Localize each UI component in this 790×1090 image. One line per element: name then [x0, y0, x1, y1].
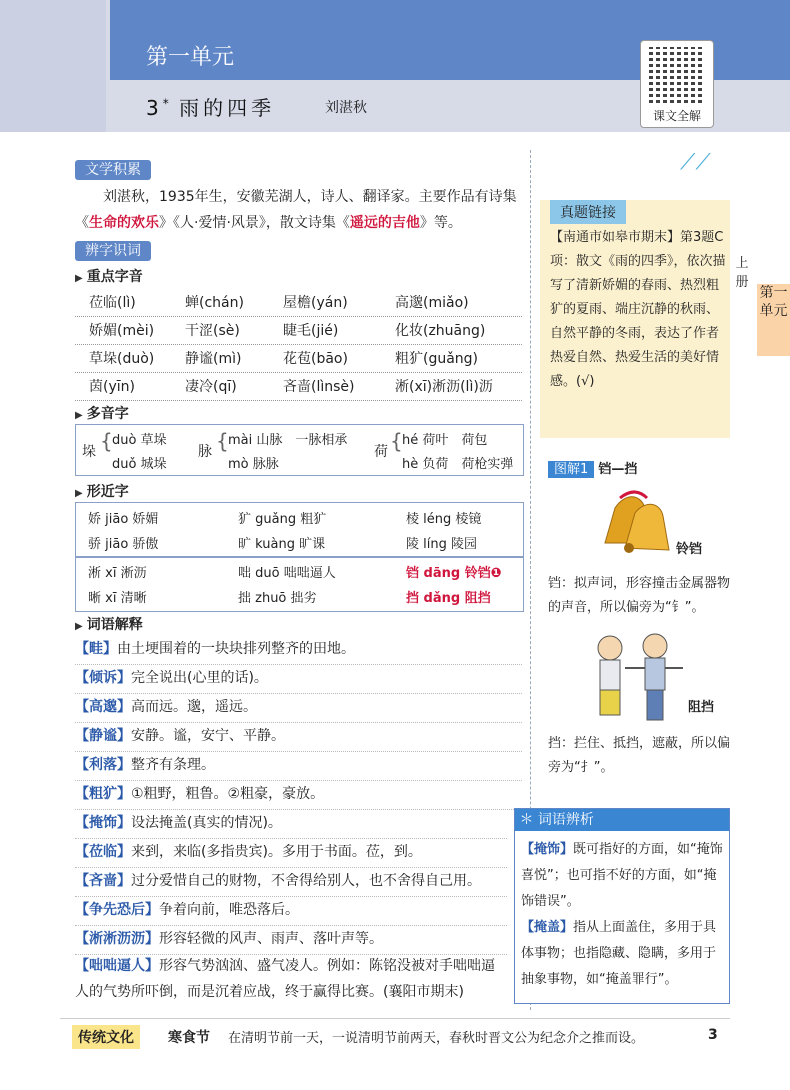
bell-icon: [585, 488, 680, 568]
lesson-title: 雨的四季: [179, 96, 276, 120]
table-row: 草垛(duò) 静谧(mì) 花苞(bāo) 粗犷(guǎng): [75, 344, 522, 373]
qr-code-card[interactable]: [640, 40, 714, 128]
tujie-heading: [548, 458, 637, 482]
zhongdian-title: ▶ 重点字音: [75, 266, 143, 286]
bianxi-title: ＊ 词语辨析: [515, 809, 729, 831]
page-number: 3: [708, 1027, 718, 1043]
list-item: 【高邈】高而远。邈，遥远。: [75, 692, 522, 723]
qr-label: 课文全解: [652, 109, 701, 123]
xingjin-box-2: 淅 xī 淅沥 晰 xī 清晰 咄 duō 咄咄逼人 拙 zhuō 拙劣 铛 dāng 铃铛❶ 挡 dǎng 阻挡: [75, 556, 524, 612]
list-item: 【争先恐后】争着向前，唯恐落后。: [75, 895, 507, 926]
list-item: 【粗犷】①粗野，粗鲁。②粗豪，豪放。: [75, 779, 522, 810]
xingjin-title: ▶ 形近字: [75, 481, 129, 501]
bell-label: 铃铛: [676, 542, 703, 557]
list-item: 【掩饰】设法掩盖(真实的情况)。: [75, 808, 507, 839]
qr-code-icon: [649, 47, 705, 103]
bianxi-box: [514, 808, 730, 1004]
xingjin-box-1: 娇 jiāo 娇媚 骄 jiāo 骄傲 犷 guǎng 粗犷 旷 kuàng 旷课 棱 léng 棱镜 陵 líng 陵园: [75, 502, 524, 558]
section-bianzi-title: 辨字识词: [75, 241, 151, 261]
list-item: 【利落】整齐有条理。: [75, 750, 522, 781]
bianxi-text: 【掩饰】既可指好的方面，如“掩饰喜悦”；也可指不好的方面，如“掩饰错误”。 【掩盖】指从上面盖住，多用于具体事物；也指隐藏、隐瞒，多用于抽象事物，如“掩盖罪行”。: [521, 842, 723, 987]
zhenti-box: [540, 200, 730, 438]
list-item: 【吝啬】过分爱惜自己的财物，不舍得给别人，也不舍得自己用。: [75, 866, 507, 897]
list-item: 【淅淅沥沥】形容轻微的风声、雨声、落叶声等。: [75, 924, 507, 955]
side-volume: 上册: [735, 256, 749, 290]
lesson-number: 3: [146, 96, 163, 120]
side-unit: 第一单元: [757, 284, 790, 356]
list-item: 【倾诉】完全说出(心里的话)。: [75, 663, 522, 694]
block-label: 阻挡: [688, 700, 715, 715]
duoyin-box: 垛 { duò 草垛 duǒ 城垛 脉 { mài 山脉 一脉相承 mò 脉脉 荷 { hé 荷叶 荷包 hè 负荷 荷枪实弹: [75, 424, 524, 476]
header-left-panel: [0, 0, 106, 132]
footer-text: 在清明节前一天，一说清明节前两天，春秋时晋文公为纪念介之推而设。: [228, 1031, 645, 1046]
list-item: 【静谧】安静。谧，安宁、平静。: [75, 721, 522, 752]
lesson-author: 刘湛秋: [325, 100, 367, 116]
list-item: 【咄咄逼人】形容气势汹汹、盛气凌人。例如：陈铭没被对手咄咄逼人的气势所吓倒，而是沉着应战，终于赢得比赛。(襄阳市期末): [75, 958, 495, 1000]
ciyu-title: ▶ 词语解释: [75, 614, 143, 634]
block-illustration-icon: [585, 628, 685, 728]
footer-name: 寒食节: [168, 1030, 210, 1046]
footer-tag: 传统文化: [72, 1025, 140, 1049]
side-tab: [733, 240, 790, 356]
block-text: 挡：拦住、抵挡，遮蔽，所以偏旁为“扌”。: [548, 736, 731, 775]
duoyin-title: ▶ 多音字: [75, 403, 129, 423]
decoration-icon: ⟋⟋: [680, 150, 711, 175]
page-footer: [60, 1018, 730, 1049]
list-item: 【畦】由土埂围着的一块块排列整齐的田地。: [75, 634, 522, 665]
bell-text: 铛：拟声词，形容撞击金属器物的声音，所以偏旁为“钅”。: [548, 576, 731, 615]
tujie-tag: 图解1: [548, 461, 594, 478]
table-row: 莅临(lì) 蝉(chán) 屋檐(yán) 高邈(miǎo): [75, 288, 522, 317]
table-row: 娇媚(mèi) 干涩(sè) 睫毛(jié) 化妆(zhuāng): [75, 316, 522, 345]
tujie-title: 铛—挡: [598, 462, 638, 477]
zhenti-text: 【南通市如皋市期末】第3题C项：散文《雨的四季》，依次描写了清新娇媚的春雨、热烈粗犷的夏雨、端庄沉静的秋雨、自然平静的冬雨，表达了作者热爱自然、热爱生活的美好情感。(√): [550, 230, 726, 389]
unit-title: 第一单元: [146, 45, 235, 70]
section-wenxue-title: 文学积累: [75, 160, 151, 180]
zhenti-title: 真题链接: [550, 200, 626, 224]
table-row: 茵(yīn) 凄冷(qī) 吝啬(lìnsè) 淅(xī)淅沥(lì)沥: [75, 372, 522, 401]
list-item: 【莅临】来到，来临(多指贵宾)。多用于书面。莅，到。: [75, 837, 507, 868]
lesson-heading: [146, 92, 275, 121]
wenxue-text: 刘湛秋，1935年生，安徽芜湖人，诗人、翻译家。主要作品有诗集 《生命的欢乐》《人·爱情·风景》，散文诗集《遥远的吉他》等。: [75, 189, 517, 231]
lesson-mark: *: [162, 96, 169, 111]
